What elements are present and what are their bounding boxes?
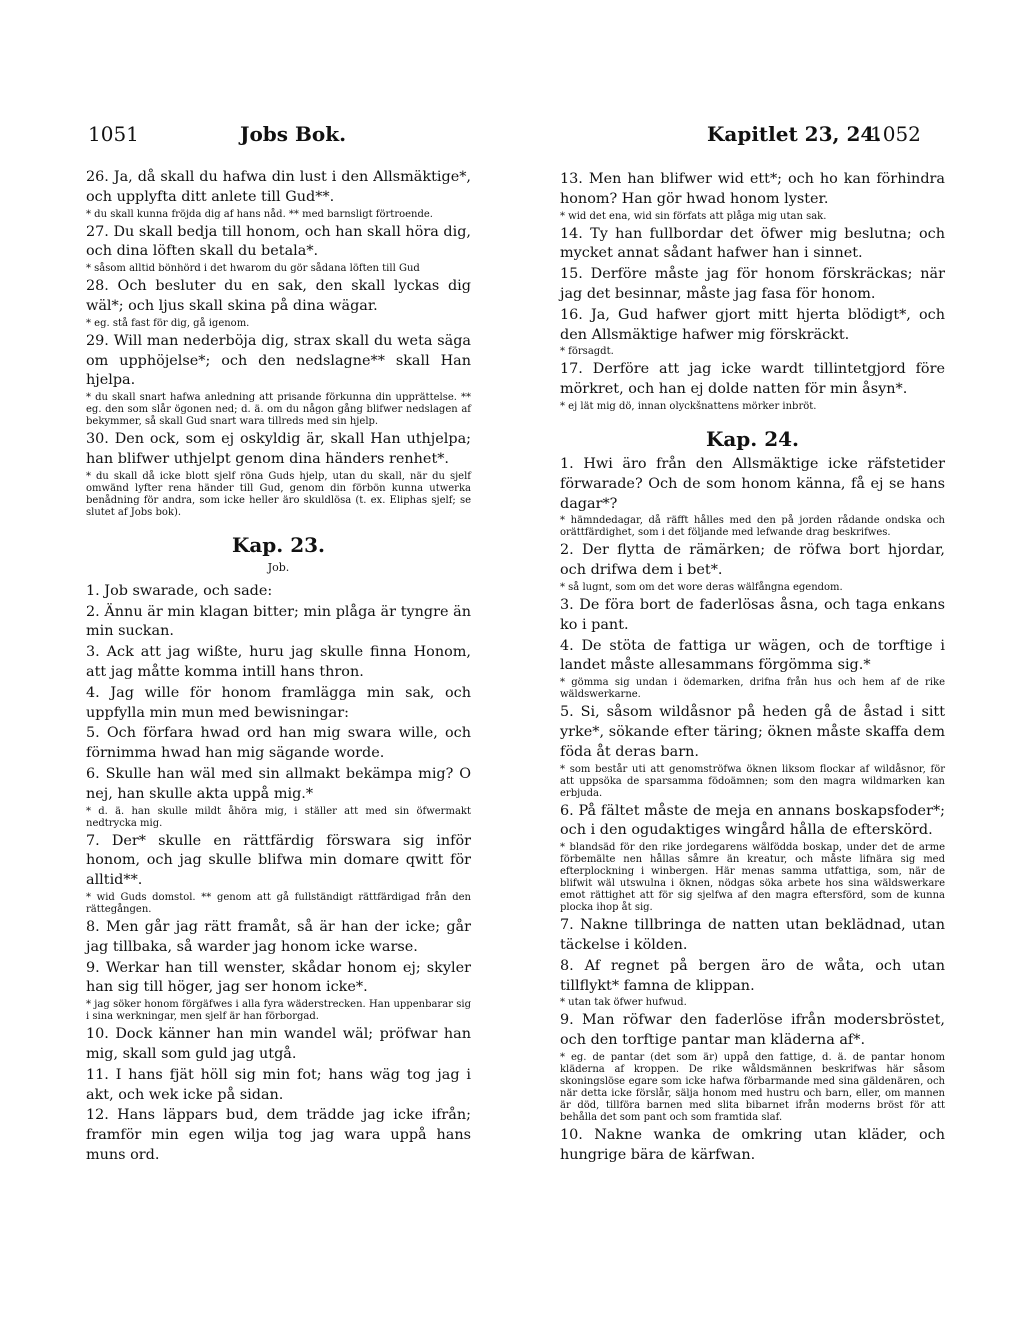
verse: 10. Dock känner han min wandel wäl; pröfwar han mig, skall som guld jag utgå. [86,1026,471,1062]
verse: 9. Man röfwar den faderlöse ifrån modersbröstet, och den torftige pantar man kläderna af*. [560,1012,945,1049]
verse: 4. Jag wille för honom framlägga min sak, och uppfylla min mun med bewisningar: [86,684,471,721]
footnote: * gömma sig undan i ödemarken, drifna från hus och hem af de rike wäldswerkarne. [560,677,945,701]
verse: 3. De föra bort de faderlösas åsna, och taga enkans ko i pant. [560,596,945,633]
verse: 7. Der* skulle en rättfärdig förswara sig inför honom, och jag skulle blifwa min domare qwitt för alltid**. [86,832,471,889]
footnote: * som består uti att genomströfwa öknen liksom flockar af wildåsnor, för att uppsöka de sparsamma födoämnen; som den magra wildmarken kan erbjuda. [560,763,945,799]
footnote: * så lugnt, som om det wore deras wälfångna egendom. [560,581,843,593]
verse: 6. På fältet måste de meja en annans boskapsfoder*; och i den ogudaktiges wingård hålla de efterskörd. [560,802,945,839]
verse: 4. De stöta de fattiga ur wägen, och de torftige i landet måste allesammans förgömma sig.* [560,637,945,674]
footnote: * jag söker honom förgäfwes i alla fyra wäderstrecken. Han uppenbarar sig i sina werkningar, men sjelf är han förborgad. [86,999,471,1023]
left-running-title: Jobs Bok. [240,122,347,146]
chapter-summary: Job. [267,560,290,574]
right-text-column [560,170,945,1167]
footnote: * hämndedagar, då räfft hålles med den på jorden rådande ondska och orättfärdighet, som i det följande med lefwande drag beskrifwes. [560,515,945,539]
verse: 1. Job swarade, och sade: [86,582,273,599]
verse: 3. Ack att jag wißte, huru jag skulle finna Honom, att jag måtte komma intill hans thron. [86,644,471,680]
footnote: * du skall då icke blott sjelf röna Guds hjelp, utan du skall, när du sjelf omwänd lyfter rena händer till Gud, genom din förbön kunna utwerka benådning för andra, som icke heller äro skuldlösa (t. ex. Eliphas sjelf; se slutet af Jobs bok). [86,470,471,518]
verse: 16. Ja, Gud hafwer gjort mitt hjerta blödigt*, och den Allsmäktige hafwer mig förskräckt. [560,306,945,343]
footnote: * du skall kunna fröjda dig af hans nåd. ** med barnsligt förtroende. [86,208,433,220]
chapter-heading: Kap. 23. [231,532,326,557]
verse: 2. Der flytta de rämärken; de röfwa bort hjordar, och drifwa dem i bet*. [560,542,945,579]
left-page-number: 1051 [88,122,139,146]
verse: 12. Hans läppars bud, dem trädde jag icke ifrån; framför min egen wilja tog jag wara uppå hans muns ord. [86,1107,471,1163]
footnote: * d. ä. han skulle mildt åhöra mig, i ställer att med sin öfwermakt nedtrycka mig. [86,805,471,829]
verse: 7. Nakne tillbringa de natten utan beklädnad, utan täckelse i kölden. [560,917,945,953]
footnote: * eg. de pantar (det som är) uppå den fattige, d. ä. de pantar honom kläderna af kroppen. De rike wåldsmännen beskrifwas här såsom skoningslöse egare som icke hafwa förbarmande med sina gäldenären, och när detta icke förslår, sälja honom med hustru och barn, eller, om mannen är död, tillföra barnen med slita bibarnet ifrån moderns bröst för att behålla det som pant och som framtida slaf. [560,1051,945,1123]
verse: 17. Derföre att jag icke wardt tillintetgjord före mörkret, och han ej dolde natten för min åsyn*. [560,361,945,398]
verse: 28. Och besluter du en sak, den skall lyckas dig wäl*; och ljus skall skina på dina wägar. [86,278,471,314]
verse: 5. Si, såsom wildåsnor på heden gå de åstad i sitt yrke*, sökande efter täring; öknen måste skaffa dem föda åt deras barn. [560,704,945,760]
footnote: * du skall snart hafwa anledning att prisande förkunna din upprättelse. ** eg. den som slår ögonen ned; d. ä. om du någon gång blifwer nedslagen af bekymmer, så skall Gud snart wara tillreds med sin hjelp. [86,392,471,428]
verse: 15. Derföre måste jag för honom förskräckas; när jag det besinnar, måste jag fasa för honom. [560,266,945,302]
verse: 9. Werkar han till wenster, skådar honom ej; skyler han sig till höger, jag ser honom icke*. [86,959,471,996]
verse: 14. Ty han fullbordar det öfwer mig beslutna; och mycket annat sådant hafwer han i sinnet. [560,225,945,262]
verse: 13. Men han blifwer wid ett*; och ho kan förhindra honom? Han gör hwad honom lyster. [560,171,945,207]
verse: 2. Ännu är min klagan bitter; min plåga är tyngre än min suckan. [86,603,471,640]
verse: 26. Ja, då skall du hafwa din lust i den Allsmäktige*, och upplyfta ditt anlete till Gud**. [86,169,471,205]
footnote: * försagdt. [560,346,614,358]
verse: 8. Af regnet på bergen äro de wåta, och utan tillflykt* famna de klippan. [560,957,945,994]
left-text-column [86,168,471,1167]
footnote: * såsom alltid bönhörd i det hwarom du gör sådana löften till Gud [86,263,420,275]
footnote: * wid det ena, wid sin förfats att plåga mig utan sak. [560,210,827,222]
verse: 5. Och förfara hwad ord han mig swara wille, och förnimma hwad han mig sägande worde. [86,725,471,762]
verse: 8. Men går jag rätt framåt, så är han der icke; går jag tillbaka, så warder jag honom icke warse. [86,918,471,955]
chapter-heading: Kap. 24. [705,426,800,451]
verse: 29. Will man nederböja dig, strax skall du weta säga om upphöjelse*; och den nedslagne** skall Han hjelpa. [86,332,471,389]
verse: 11. I hans fjät höll sig min fot; hans wäg tog jag i akt, och wek icke på sidan. [86,1066,471,1103]
footnote: * utan tak öfwer hufwud. [560,997,687,1009]
footnote: * blandsäd för den rike jordegarens wälfödda boskap, under det de arme förbemälte nen hållas såmre än kreatur, och måste lifnära sig med efterplockning i winbergen. Här menas samma utfattiga, som, när de blifwit wäl utswulna i öknen, nödgas söka arbete hos sina wäldswerkare emot rättighet att för sig sjelfwa af den magra eftersförd, som de kunna plocka ihop åt sig. [560,842,945,914]
verse: 27. Du skall bedja till honom, och han skall höra dig, och dina löften skall du betala*. [86,223,471,260]
verse: 1. Hwi äro från den Allsmäktige icke räfstetider förwarade? Och de som honom känna, få ej se hans dagar*? [560,455,945,512]
right-running-title: Kapitlet 23, 24. [707,122,882,146]
footnote: * ej lät mig dö, innan olyckšnattens mörker inbröt. [560,400,817,412]
verse: 6. Skulle han wäl med sin allmakt bekämpa mig? O nej, han skulle akta uppå mig.* [86,765,471,802]
footnote: * eg. stå fast för dig, gå igenom. [86,317,250,329]
verse: 30. Den ock, som ej oskyldig är, skall Han uthjelpa; han blifwer uthjelpt genom dina händers renhet*. [86,431,471,467]
verse: 10. Nakne wanka de omkring utan kläder, och hungrige bära de kärfwan. [560,1126,945,1163]
right-page-number: 1052 [870,122,921,146]
footnote: * wid Guds domstol. ** genom att gå fullständigt rättfärdigad från den rättegången. [86,891,471,915]
